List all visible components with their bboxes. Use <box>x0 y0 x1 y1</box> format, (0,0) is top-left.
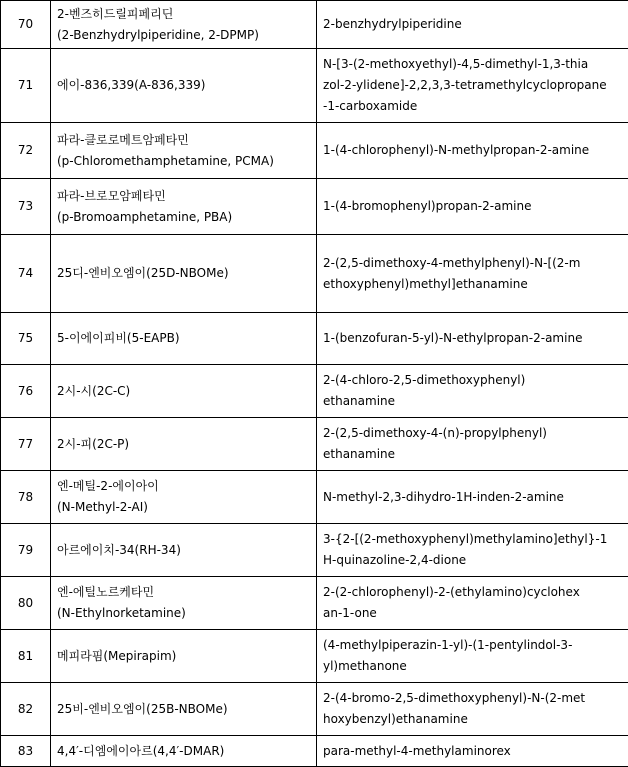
iupac-name-line: hoxybenzyl)ethanamine <box>323 709 622 730</box>
row-number-cell: 70 <box>1 1 51 49</box>
iupac-name-cell <box>317 123 628 179</box>
korean-name-line: (p-Chloromethamphetamine, PCMA) <box>57 151 310 172</box>
row-number-cell: 81 <box>1 630 51 683</box>
korean-name-line: 2-벤즈히드릴피페리딘 <box>57 4 310 25</box>
korean-name-cell <box>51 49 317 123</box>
iupac-name-cell <box>317 471 628 524</box>
iupac-name-cell <box>317 736 628 767</box>
table-row <box>1 1 628 49</box>
row-number-cell: 76 <box>1 365 51 418</box>
korean-name-line: 엔-메틸-2-에이아이 <box>57 476 310 497</box>
iupac-name-cell <box>317 365 628 418</box>
iupac-name-cell <box>317 179 628 235</box>
table-row <box>1 524 628 577</box>
row-number-cell: 78 <box>1 471 51 524</box>
korean-name-cell <box>51 235 317 313</box>
iupac-name-line: 1-(4-bromophenyl)propan-2-amine <box>323 196 622 217</box>
row-number-cell: 83 <box>1 736 51 767</box>
korean-name-line: (p-Bromoamphetamine, PBA) <box>57 207 310 228</box>
korean-name-line: 에이-836,339(A-836,339) <box>57 75 310 96</box>
iupac-name-line: 1-(benzofuran-5-yl)-N-ethylpropan-2-amine <box>323 328 622 349</box>
korean-name-cell <box>51 736 317 767</box>
iupac-name-cell <box>317 418 628 471</box>
korean-name-cell <box>51 1 317 49</box>
iupac-name-line: para-methyl-4-methylaminorex <box>323 741 622 762</box>
iupac-name-line: (4-methylpiperazin-1-yl)-(1-pentylindol-3- <box>323 635 622 656</box>
korean-name-line: 25디-엔비오엠이(25D-NBOMe) <box>57 263 310 284</box>
table-row <box>1 418 628 471</box>
row-number-cell: 80 <box>1 577 51 630</box>
iupac-name-line: N-methyl-2,3-dihydro-1H-inden-2-amine <box>323 487 622 508</box>
korean-name-line: 아르에이치-34(RH-34) <box>57 540 310 561</box>
iupac-name-line: zol-2-ylidene]-2,2,3,3-tetramethylcyclopropane <box>323 75 622 96</box>
korean-name-cell <box>51 524 317 577</box>
row-number-cell: 74 <box>1 235 51 313</box>
korean-name-line: 4,4′-디엠에이아르(4,4′-DMAR) <box>57 741 310 762</box>
korean-name-line: (2-Benzhydrylpiperidine, 2-DPMP) <box>57 25 310 46</box>
table-row <box>1 235 628 313</box>
korean-name-cell <box>51 630 317 683</box>
korean-name-line: 메피라핌(Mepirapim) <box>57 646 310 667</box>
iupac-name-line: 2-(2,5-dimethoxy-4-(n)-propylphenyl) <box>323 423 622 444</box>
iupac-name-line: H-quinazoline-2,4-dione <box>323 550 622 571</box>
korean-name-line: 2시-시(2C-C) <box>57 381 310 402</box>
row-number-cell: 82 <box>1 683 51 736</box>
korean-name-cell <box>51 577 317 630</box>
korean-name-line: 5-이에이피비(5-EAPB) <box>57 328 310 349</box>
iupac-name-line: an-1-one <box>323 603 622 624</box>
korean-name-cell <box>51 123 317 179</box>
korean-name-line: (N-Ethylnorketamine) <box>57 603 310 624</box>
row-number-cell: 72 <box>1 123 51 179</box>
iupac-name-line: yl)methanone <box>323 656 622 677</box>
iupac-name-cell <box>317 577 628 630</box>
table-row <box>1 179 628 235</box>
iupac-name-cell <box>317 683 628 736</box>
iupac-name-line: N-[3-(2-methoxyethyl)-4,5-dimethyl-1,3-thia <box>323 54 622 75</box>
table-row <box>1 630 628 683</box>
table-row <box>1 123 628 179</box>
iupac-name-line: 2-(4-bromo-2,5-dimethoxyphenyl)-N-(2-met <box>323 688 622 709</box>
iupac-name-line: -1-carboxamide <box>323 96 622 117</box>
row-number-cell: 73 <box>1 179 51 235</box>
table-row <box>1 313 628 365</box>
table-row <box>1 49 628 123</box>
table-row <box>1 365 628 418</box>
korean-name-line: 파라-브로모암페타민 <box>57 186 310 207</box>
korean-name-cell <box>51 313 317 365</box>
korean-name-cell <box>51 365 317 418</box>
korean-name-line: 엔-에틸노르케타민 <box>57 582 310 603</box>
korean-name-cell <box>51 179 317 235</box>
table-row <box>1 683 628 736</box>
korean-name-cell <box>51 683 317 736</box>
iupac-name-cell <box>317 313 628 365</box>
korean-name-cell <box>51 418 317 471</box>
iupac-name-line: 3-{2-[(2-methoxyphenyl)methylamino]ethyl}-1 <box>323 529 622 550</box>
korean-name-line: 2시-피(2C-P) <box>57 434 310 455</box>
table-row <box>1 577 628 630</box>
row-number-cell: 77 <box>1 418 51 471</box>
iupac-name-line: 2-benzhydrylpiperidine <box>323 14 622 35</box>
iupac-name-cell <box>317 630 628 683</box>
iupac-name-cell <box>317 49 628 123</box>
iupac-name-line: ethanamine <box>323 391 622 412</box>
iupac-name-line: 1-(4-chlorophenyl)-N-methylpropan-2-amine <box>323 140 622 161</box>
iupac-name-line: 2-(2,5-dimethoxy-4-methylphenyl)-N-[(2-m <box>323 253 622 274</box>
iupac-name-line: ethanamine <box>323 444 622 465</box>
row-number-cell: 71 <box>1 49 51 123</box>
iupac-name-cell <box>317 235 628 313</box>
table-row <box>1 736 628 767</box>
iupac-name-line: 2-(2-chlorophenyl)-2-(ethylamino)cyclohex <box>323 582 622 603</box>
iupac-name-cell <box>317 524 628 577</box>
iupac-name-cell <box>317 1 628 49</box>
row-number-cell: 75 <box>1 313 51 365</box>
iupac-name-line: 2-(4-chloro-2,5-dimethoxyphenyl) <box>323 370 622 391</box>
korean-name-line: (N-Methyl-2-AI) <box>57 497 310 518</box>
korean-name-cell <box>51 471 317 524</box>
row-number-cell: 79 <box>1 524 51 577</box>
table-row <box>1 471 628 524</box>
korean-name-line: 25비-엔비오엠이(25B-NBOMe) <box>57 699 310 720</box>
iupac-name-line: ethoxyphenyl)methyl]ethanamine <box>323 274 622 295</box>
korean-name-line: 파라-클로로메트암페타민 <box>57 130 310 151</box>
